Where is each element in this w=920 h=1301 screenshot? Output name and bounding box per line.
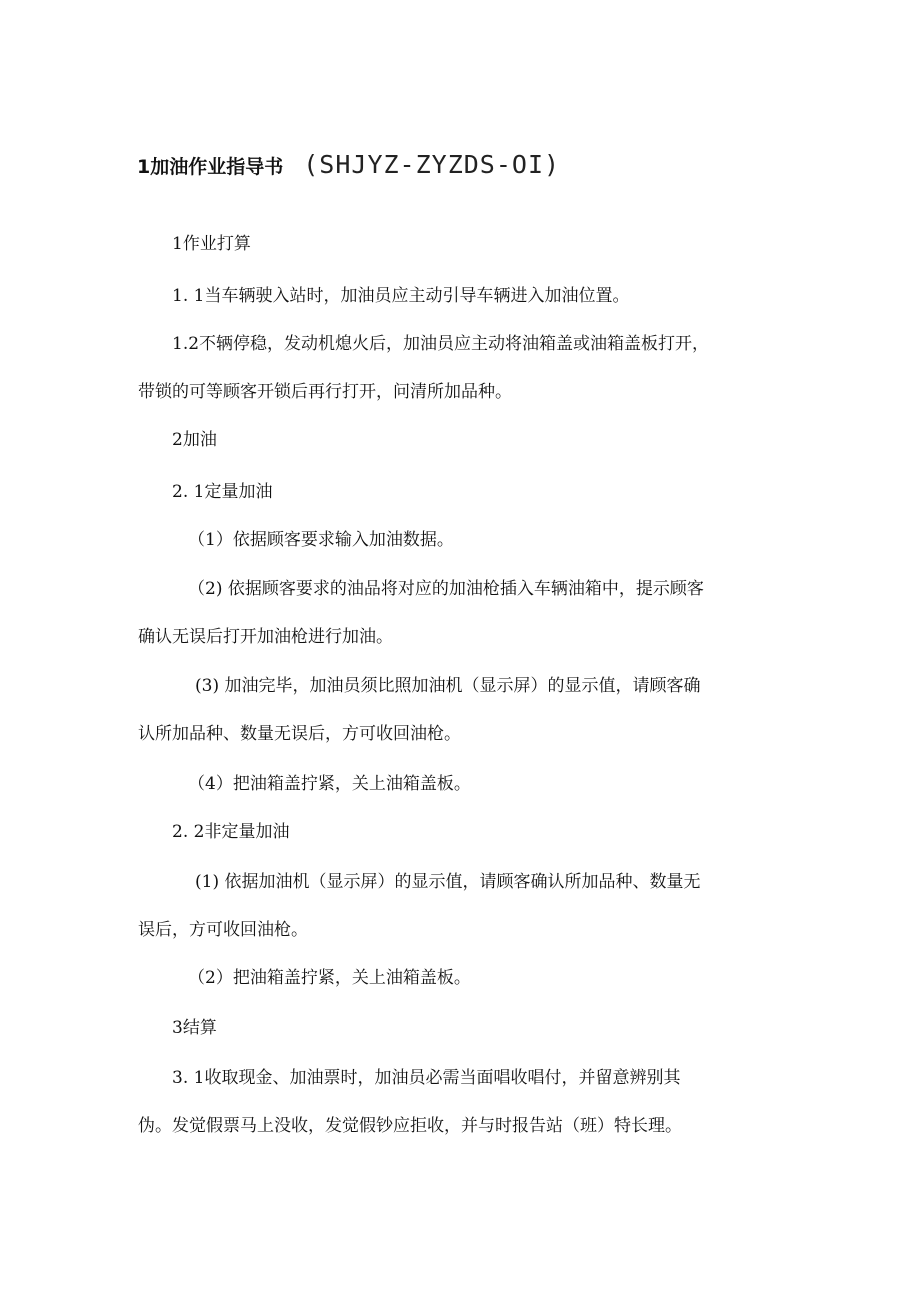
document-title [137,150,560,179]
paragraph-line: （1）依据顾客要求输入加油数据。 [188,530,454,550]
paragraph-line: (1) 依据加油机（显示屏）的显示值，请顾客确认所加品种、数量无 [195,872,701,892]
paragraph-line: (3) 加油完毕，加油员须比照加油机（显示屏）的显示值，请顾客确 [195,676,701,696]
subsection-heading: 2. 2非定量加油 [172,822,290,842]
title-main: 1加油作业指导书 [137,156,284,178]
subsection-heading: 2. 1定量加油 [172,482,273,502]
paragraph-line: 确认无误后打开加油枪进行加油。 [138,627,393,647]
paragraph-line: （4）把油箱盖拧紧，关上油箱盖板。 [188,774,471,794]
paragraph-line: 伪。发觉假票马上没收，发觉假钞应拒收，并与时报告站（班）特长理。 [138,1116,682,1136]
section-heading: 3结算 [172,1018,217,1038]
paragraph-line: （2) 依据顾客要求的油品将对应的加油枪插入车辆油箱中，提示顾客 [188,579,704,599]
paragraph-line: （2）把油箱盖拧紧，关上油箱盖板。 [188,968,471,988]
paragraph-line: 1. 1当车辆驶入站时，加油员应主动引导车辆进入加油位置。 [172,286,630,306]
section-heading: 1作业打算 [172,234,251,254]
section-heading: 2加油 [172,430,217,450]
paragraph-line: 认所加品种、数量无误后，方可收回油枪。 [138,724,461,744]
title-code: (SHJYZ-ZYZDS-OI) [303,150,561,179]
paragraph-line: 3. 1收取现金、加油票时，加油员必需当面唱收唱付，并留意辨别其 [172,1068,681,1088]
paragraph-line: 1.2不辆停稳，发动机熄火后，加油员应主动将油箱盖或油箱盖板打开， [172,334,710,354]
paragraph-line: 带锁的可等顾客开锁后再行打开，问清所加品种。 [138,382,512,402]
paragraph-line: 误后，方可收回油枪。 [138,920,308,940]
